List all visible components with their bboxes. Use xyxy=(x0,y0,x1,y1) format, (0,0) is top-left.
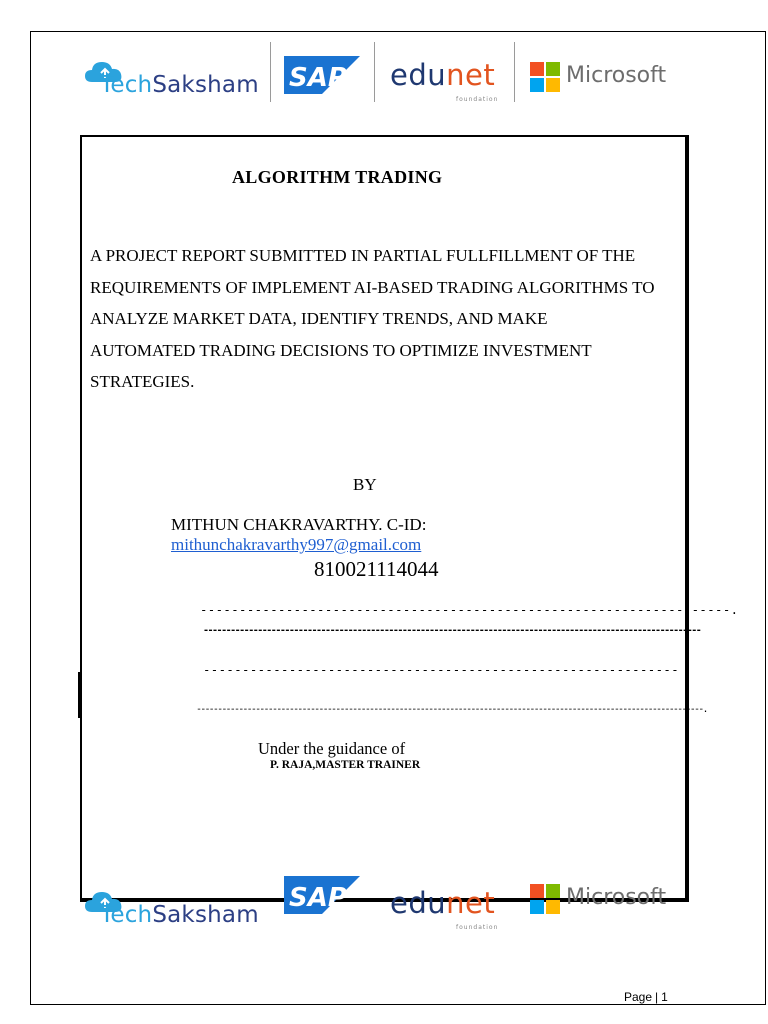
techsaksham-logo xyxy=(80,872,260,936)
candidate-id: 810021114044 xyxy=(314,557,439,581)
edunet-logo xyxy=(390,58,508,104)
techsaksham-logo xyxy=(80,42,260,106)
microsoft-wordmark: Microsoft xyxy=(566,885,667,910)
header-logo-banner xyxy=(80,42,670,106)
sap-logo xyxy=(284,876,360,919)
border-edge-mark xyxy=(78,672,80,718)
footer-logo-banner xyxy=(80,872,670,936)
guidance-label: Under the guidance of xyxy=(258,739,406,758)
edunet-wordmark: edunet xyxy=(390,58,496,92)
edunet-subtitle: foundation xyxy=(456,924,499,931)
author-email-link[interactable]: mithunchakravarthy997@gmail.com xyxy=(171,535,422,554)
microsoft-logo xyxy=(530,62,670,94)
microsoft-grid-icon xyxy=(530,884,560,914)
techsaksham-wordmark: TechSaksham xyxy=(100,902,259,928)
logo-divider xyxy=(374,42,375,102)
edunet-logo xyxy=(390,886,508,932)
by-label: BY xyxy=(353,475,377,494)
report-description xyxy=(90,240,685,398)
sap-logo-text: SAP xyxy=(289,883,347,913)
microsoft-logo xyxy=(530,884,670,916)
techsaksham-wordmark: TechSaksham xyxy=(100,72,259,98)
description-line: STRATEGIES. xyxy=(90,372,195,391)
description-line: ANALYZE MARKET DATA, IDENTIFY TRENDS, AND MAKE xyxy=(90,309,548,328)
edunet-wordmark: edunet xyxy=(390,886,496,920)
author-name: MITHUN CHAKRAVARTHY. C-ID: xyxy=(171,515,427,534)
logo-divider xyxy=(270,42,271,102)
report-title: ALGORITHM TRADING xyxy=(232,167,443,187)
description-line: A PROJECT REPORT SUBMITTED IN PARTIAL FULLFILLMENT OF THE xyxy=(90,246,636,265)
page-number: Page | 1 xyxy=(624,990,668,1004)
sap-logo-text: SAP xyxy=(289,63,347,93)
blank-line: -------------------------------------------------------------------------------------------------------------- xyxy=(203,625,701,636)
microsoft-wordmark: Microsoft xyxy=(566,63,667,88)
microsoft-grid-icon xyxy=(530,62,560,92)
description-line: REQUIREMENTS OF IMPLEMENT AI-BASED TRADING ALGORITHMS TO xyxy=(90,277,655,297)
trainer-name: P. RAJA,MASTER TRAINER xyxy=(270,759,421,771)
logo-divider xyxy=(514,42,515,102)
blank-line: ------------------------------------------------------------- xyxy=(203,663,680,677)
blank-line: --------------------------------------------------------------------. xyxy=(200,603,739,617)
blank-line: ------------------------------------------------------------------------------------------------------------------------. xyxy=(196,704,707,715)
description-line: AUTOMATED TRADING DECISIONS TO OPTIMIZE INVESTMENT xyxy=(90,340,592,360)
edunet-subtitle: foundation xyxy=(456,96,499,103)
sap-logo xyxy=(284,56,360,99)
